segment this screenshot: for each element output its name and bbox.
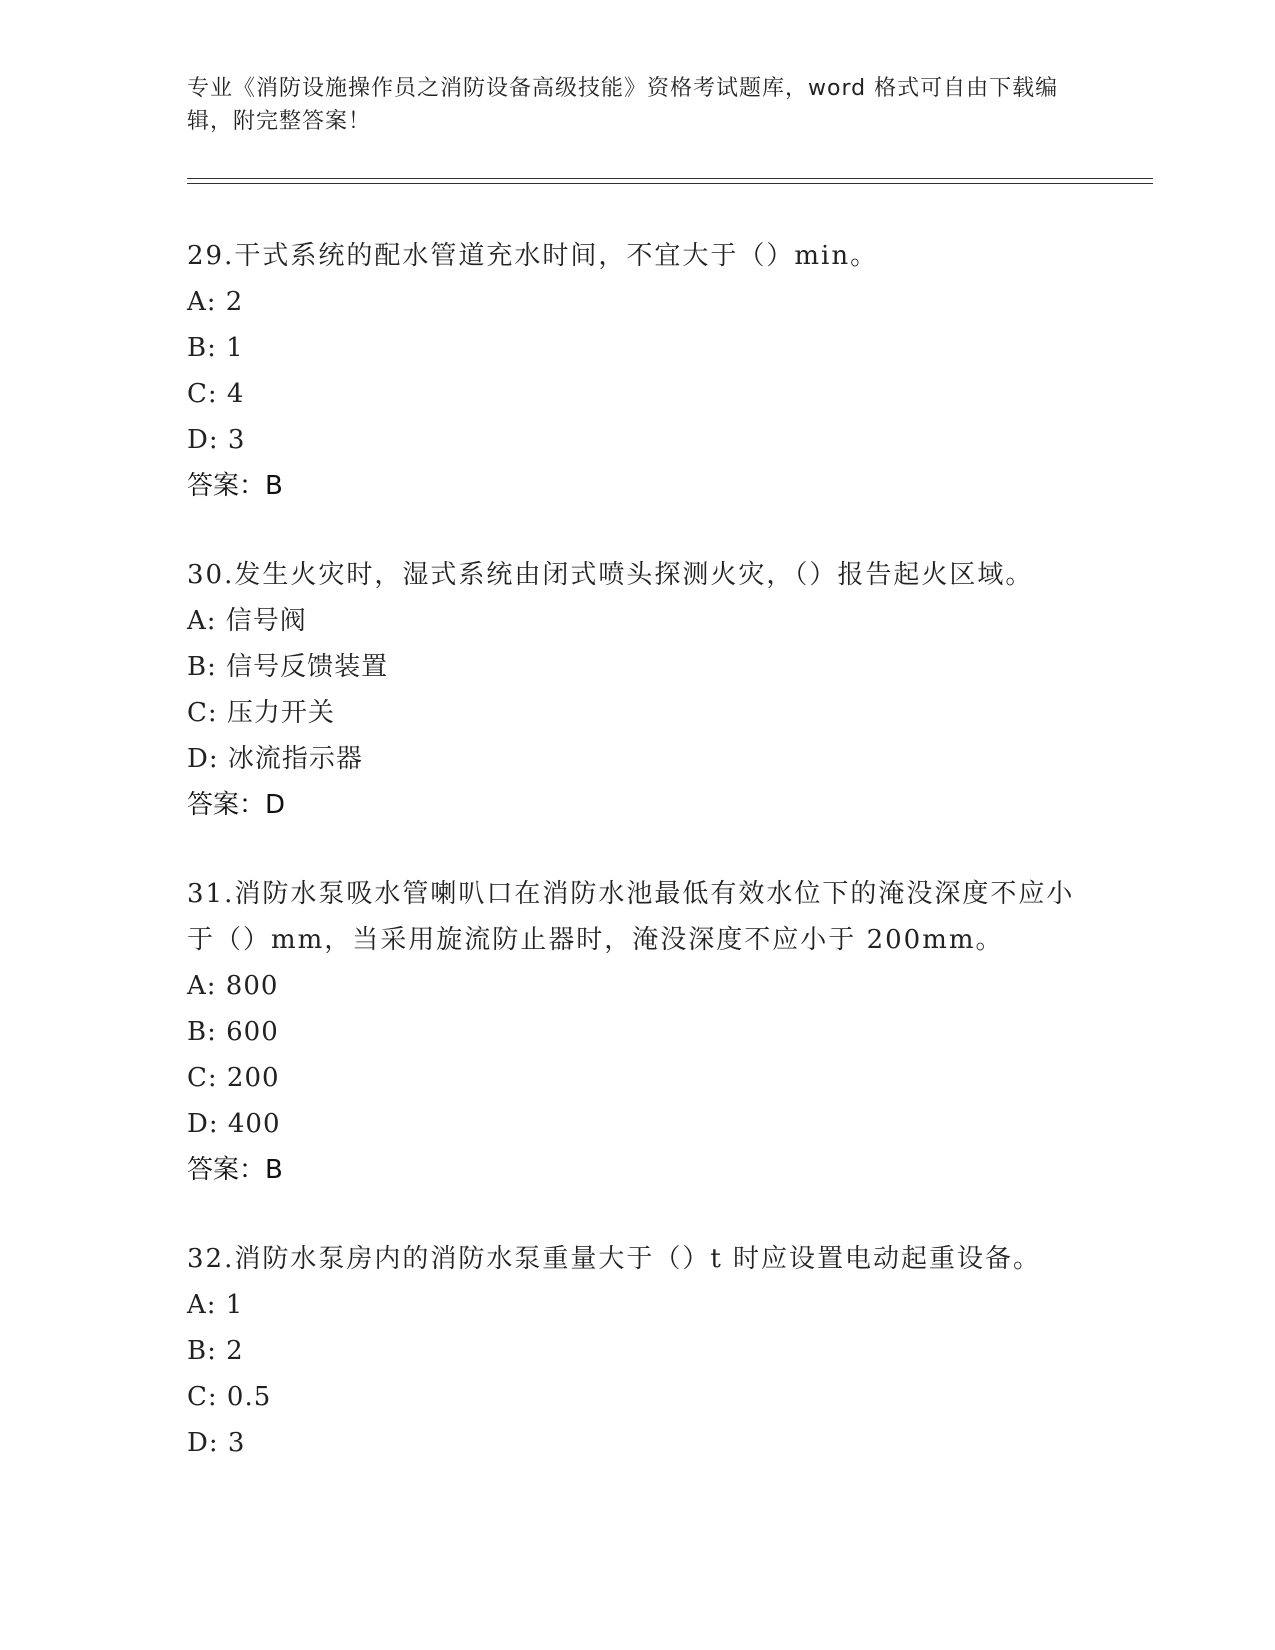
question-stem: 31.消防水泵吸水管喇叭口在消防水池最低有效水位下的淹没深度不应小于（）mm，当采用旋流防止器时，淹没深度不应小于 200mm。 [187,879,1075,955]
header-divider-top [187,178,1153,179]
answer: 答案：B [187,1155,283,1185]
question-stem: 29.干式系统的配水管道充水时间，不宜大于（）min。 [187,241,879,271]
option-a: A: 信号阀 [187,606,307,636]
option-c: C: 4 [187,379,245,409]
question-31 [187,871,1087,1193]
option-b: B: 600 [187,1017,279,1047]
answer: 答案：B [187,471,283,501]
question-stem: 32.消防水泵房内的消防水泵重量大于（）t 时应设置电动起重设备。 [187,1244,1042,1274]
option-a: A: 800 [187,971,279,1001]
question-29 [187,233,1087,509]
header-divider-bottom [187,183,1153,184]
document-header: 专业《消防设施操作员之消防设备高级技能》资格考试题库，word 格式可自由下载编辑，附完整答案！ [187,76,1059,134]
option-a: A: 2 [187,287,244,317]
question-30 [187,552,1087,828]
option-b: B: 2 [187,1336,244,1366]
option-b: B: 信号反馈装置 [187,652,389,682]
option-a: A: 1 [187,1290,244,1320]
option-d: D: 3 [187,1428,246,1458]
question-stem: 30.发生火灾时，湿式系统由闭式喷头探测火灾，（）报告起火区域。 [187,560,1034,590]
option-d: D: 3 [187,425,246,455]
option-d: D: 冰流指示器 [187,744,363,774]
question-32 [187,1236,1087,1466]
option-d: D: 400 [187,1109,281,1139]
option-c: C: 200 [187,1063,280,1093]
option-c: C: 压力开关 [187,698,335,728]
option-b: B: 1 [187,333,244,363]
option-c: C: 0.5 [187,1382,272,1412]
answer: 答案：D [187,790,286,820]
